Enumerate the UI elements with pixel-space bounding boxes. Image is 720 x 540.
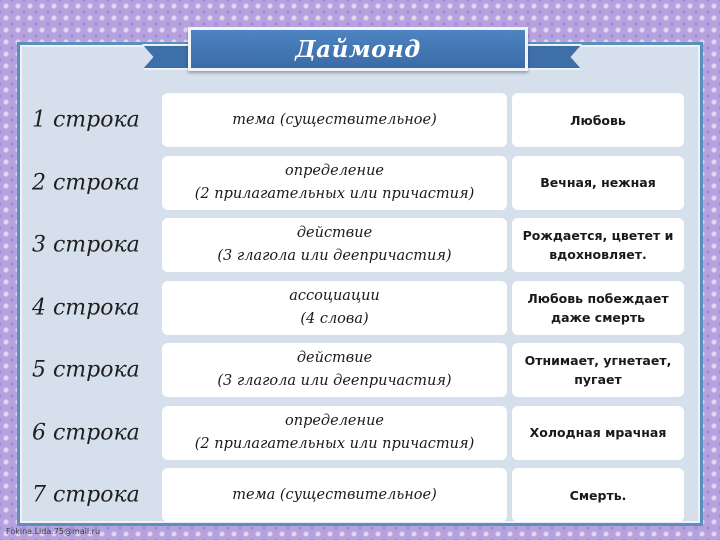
row-description-cell: [162, 93, 507, 147]
row-description-line: тема (существительное): [232, 111, 437, 128]
row-description-line: действие: [296, 350, 373, 366]
row-example-cell: Холодная мрачная: [512, 406, 684, 460]
row-description-line: (2 прилагательных или причастия): [194, 185, 475, 202]
row-description-cell: [162, 468, 507, 522]
row-description-line: ассоциации: [289, 287, 380, 304]
row-label: 3 строка: [32, 232, 140, 258]
row-example-cell: Рождается, цветет и вдохновляет.: [512, 218, 684, 272]
row-label: 2 строка: [32, 170, 140, 195]
row-example-cell: Любовь побеждает даже смерть: [512, 281, 684, 335]
row-label: 5 строка: [32, 357, 140, 383]
table-row: [20, 465, 700, 525]
table-row: [20, 90, 700, 150]
row-example-cell: Смерть.: [512, 468, 684, 522]
row-description-cell: [162, 343, 507, 397]
table-row: [20, 403, 700, 463]
row-example-cell: Вечная, нежная: [512, 156, 684, 210]
row-description-cell: [162, 281, 507, 335]
table-row: [20, 278, 700, 338]
row-description-line: определение: [285, 412, 384, 429]
row-example-cell: Отнимает, угнетает, пугает: [512, 343, 684, 397]
row-description-cell: [162, 406, 507, 460]
row-description-line: (3 глагола или деепричастия): [217, 373, 452, 389]
table-row: [20, 340, 700, 400]
table-row: [20, 153, 700, 213]
row-description-cell: [162, 218, 507, 272]
row-description-line: (3 глагола или деепричастия): [217, 248, 452, 264]
row-label: 4 строка: [32, 295, 140, 320]
row-description-line: тема (существительное): [232, 486, 437, 503]
title-ribbon: [188, 27, 528, 71]
row-description-cell: [162, 156, 507, 210]
row-description-line: определение: [285, 162, 384, 179]
row-label: 6 строка: [32, 420, 140, 445]
watermark: Fokina.Lida.75@mail.ru: [6, 527, 101, 536]
row-description-line: действие: [296, 225, 373, 241]
table-row: [20, 215, 700, 275]
row-description-line: (4 слова): [300, 310, 369, 327]
row-example-cell: Любовь: [512, 93, 684, 147]
row-label: 7 строка: [32, 482, 140, 508]
row-label: 1 строка: [32, 107, 140, 133]
page-title: Даймонд: [295, 35, 421, 63]
row-description-line: (2 прилагательных или причастия): [194, 435, 475, 452]
